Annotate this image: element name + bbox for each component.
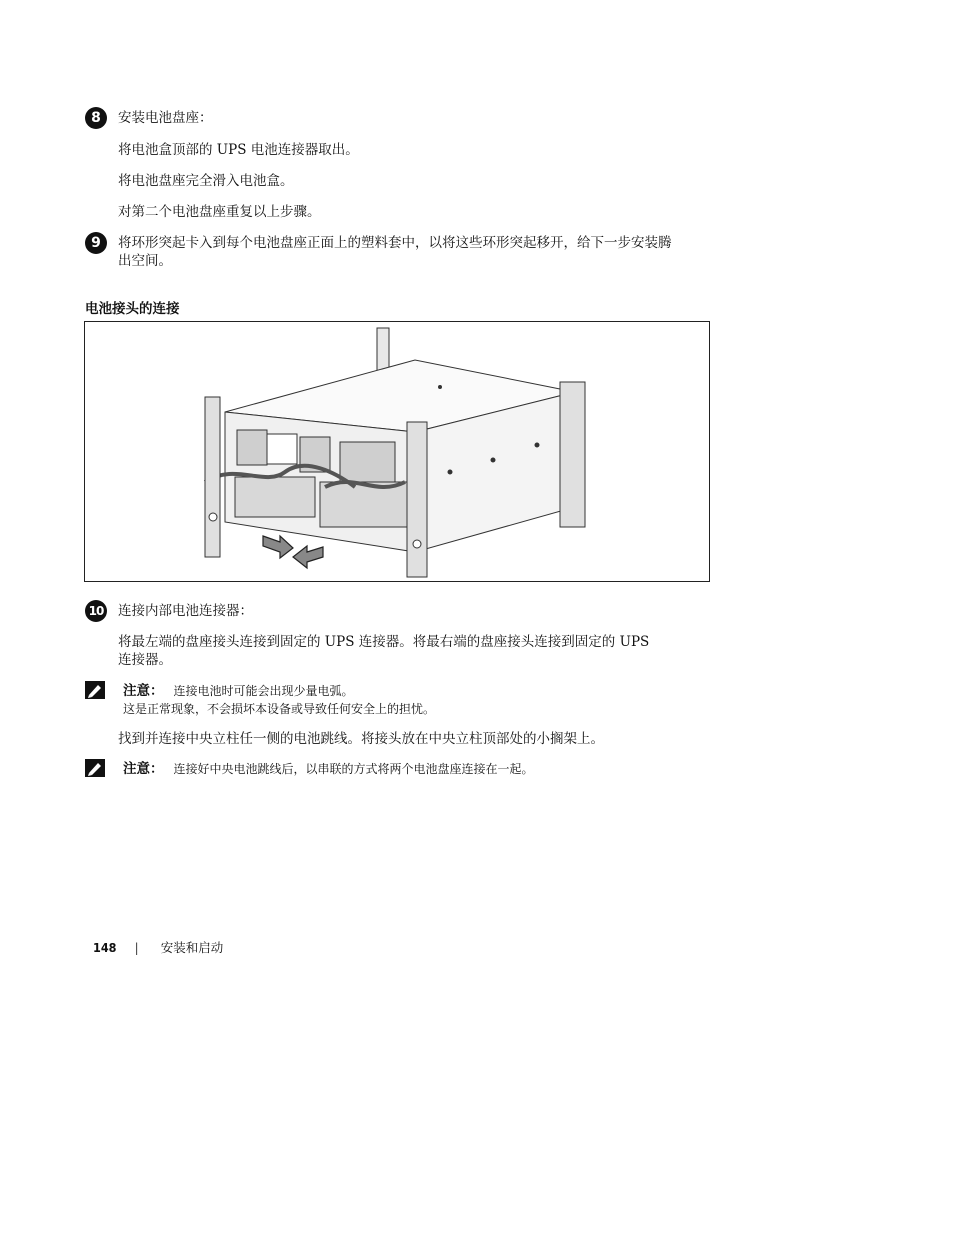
battery-connection-figure — [84, 321, 710, 582]
step-8-title: 安装电池盘座： — [118, 110, 213, 126]
step-8-line-1: 将电池盒顶部的 UPS 电池连接器取出。 — [118, 142, 359, 158]
step-10-badge: 10 — [85, 600, 107, 622]
step-8-line-2: 将电池盘座完全滑入电池盒。 — [118, 173, 294, 189]
step-10-title: 连接内部电池连接器： — [118, 603, 253, 619]
note-1-text: 连接电池时可能会出现少量电弧。 — [173, 684, 354, 698]
step-10-para1-line-1: 将最左端的盘座接头连接到固定的 UPS 连接器。将最右端的盘座接头连接到固定的 UPS — [118, 634, 650, 650]
step-9-line-1: 将环形突起卡入到每个电池盘座正面上的塑料套中，以将这些环形突起移开，给下一步安装腾 — [118, 235, 672, 251]
footer-section: 安装和启动 — [160, 940, 224, 955]
note-1-line-2: 这是正常现象，不会损坏本设备或导致任何安全上的担忧。 — [123, 702, 436, 716]
step-8-badge: 8 — [85, 107, 107, 129]
step-9-line-2: 出空间。 — [118, 253, 172, 269]
pencil-note-icon — [85, 681, 105, 699]
page-number: 148 — [93, 939, 117, 955]
pencil-note-icon — [85, 759, 105, 777]
ups-rack-illustration — [85, 322, 709, 581]
note-2-text: 连接好中央电池跳线后，以串联的方式将两个电池盘座连接在一起。 — [173, 762, 534, 776]
note-1-label: 注意： — [123, 683, 164, 699]
note-2-label: 注意： — [123, 761, 164, 777]
note-1-line-1 — [123, 683, 354, 699]
step-8-line-3: 对第二个电池盘座重复以上步骤。 — [118, 204, 321, 220]
page-footer — [93, 938, 223, 956]
section-heading: 电池接头的连接 — [85, 301, 180, 317]
note-2 — [123, 761, 534, 777]
step-10-para2: 找到并连接中央立柱任一侧的电池跳线。将接头放在中央立柱顶部处的小搁架上。 — [118, 731, 604, 747]
step-9-badge: 9 — [85, 232, 107, 254]
footer-separator: | — [134, 939, 139, 955]
step-10-para1-line-2: 连接器。 — [118, 652, 172, 668]
